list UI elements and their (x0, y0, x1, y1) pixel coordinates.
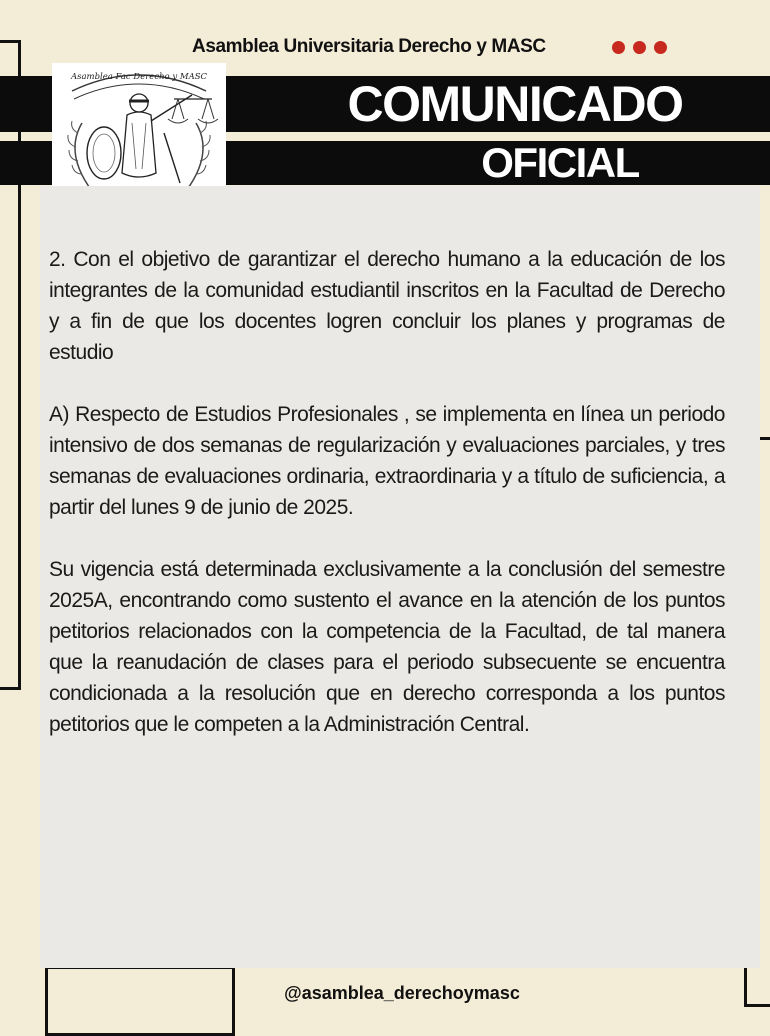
paragraph-professional-studies: A) Respecto de Estudios Profesionales , se implementa en línea un periodo intensivo de dos semanas de regularización y evaluaciones parciales, y tres semanas de evaluaciones ordinaria, extraordinaria y a título de suficiencia, a partir del lunes 9 de junio de 2025. (49, 403, 725, 519)
decorative-frame-left (0, 40, 21, 690)
organization-name: Asamblea Universitaria Derecho y MASC (192, 36, 546, 57)
dots-decoration (612, 41, 667, 55)
red-dot-icon (654, 41, 667, 54)
paragraph-objective: 2. Con el objetivo de garantizar el derecho humano a la educación de los integrantes de la comunidad estudiantil inscritos en la Facultad de Derecho y a fin de que los docentes logren concluir los planes y programas de estudio (49, 248, 725, 364)
paragraph-validity: Su vigencia está determinada exclusivamente a la conclusión del semestre 2025A, encontrando como sustento el avance en la atención de los puntos petitorios relacionados con la competencia de la Facultad, de tal manera que la reanudación de clases para el periodo subsecuente se encuentra condicionada a la resolución que en derecho corresponda a los puntos petitorios que le competen a la Administración Central. (49, 558, 725, 736)
red-dot-icon (612, 41, 625, 54)
page-title-line2: OFICIAL (481, 139, 639, 186)
page-title-line1: COMUNICADO (347, 76, 683, 132)
social-handle: @asamblea_derechoymasc (284, 983, 520, 1003)
decorative-frame-bottom-left (45, 966, 235, 1036)
red-dot-icon (633, 41, 646, 54)
logo-top-text: Asamblea Fac Derecho y MASC (70, 72, 208, 82)
communique-body (49, 244, 725, 740)
